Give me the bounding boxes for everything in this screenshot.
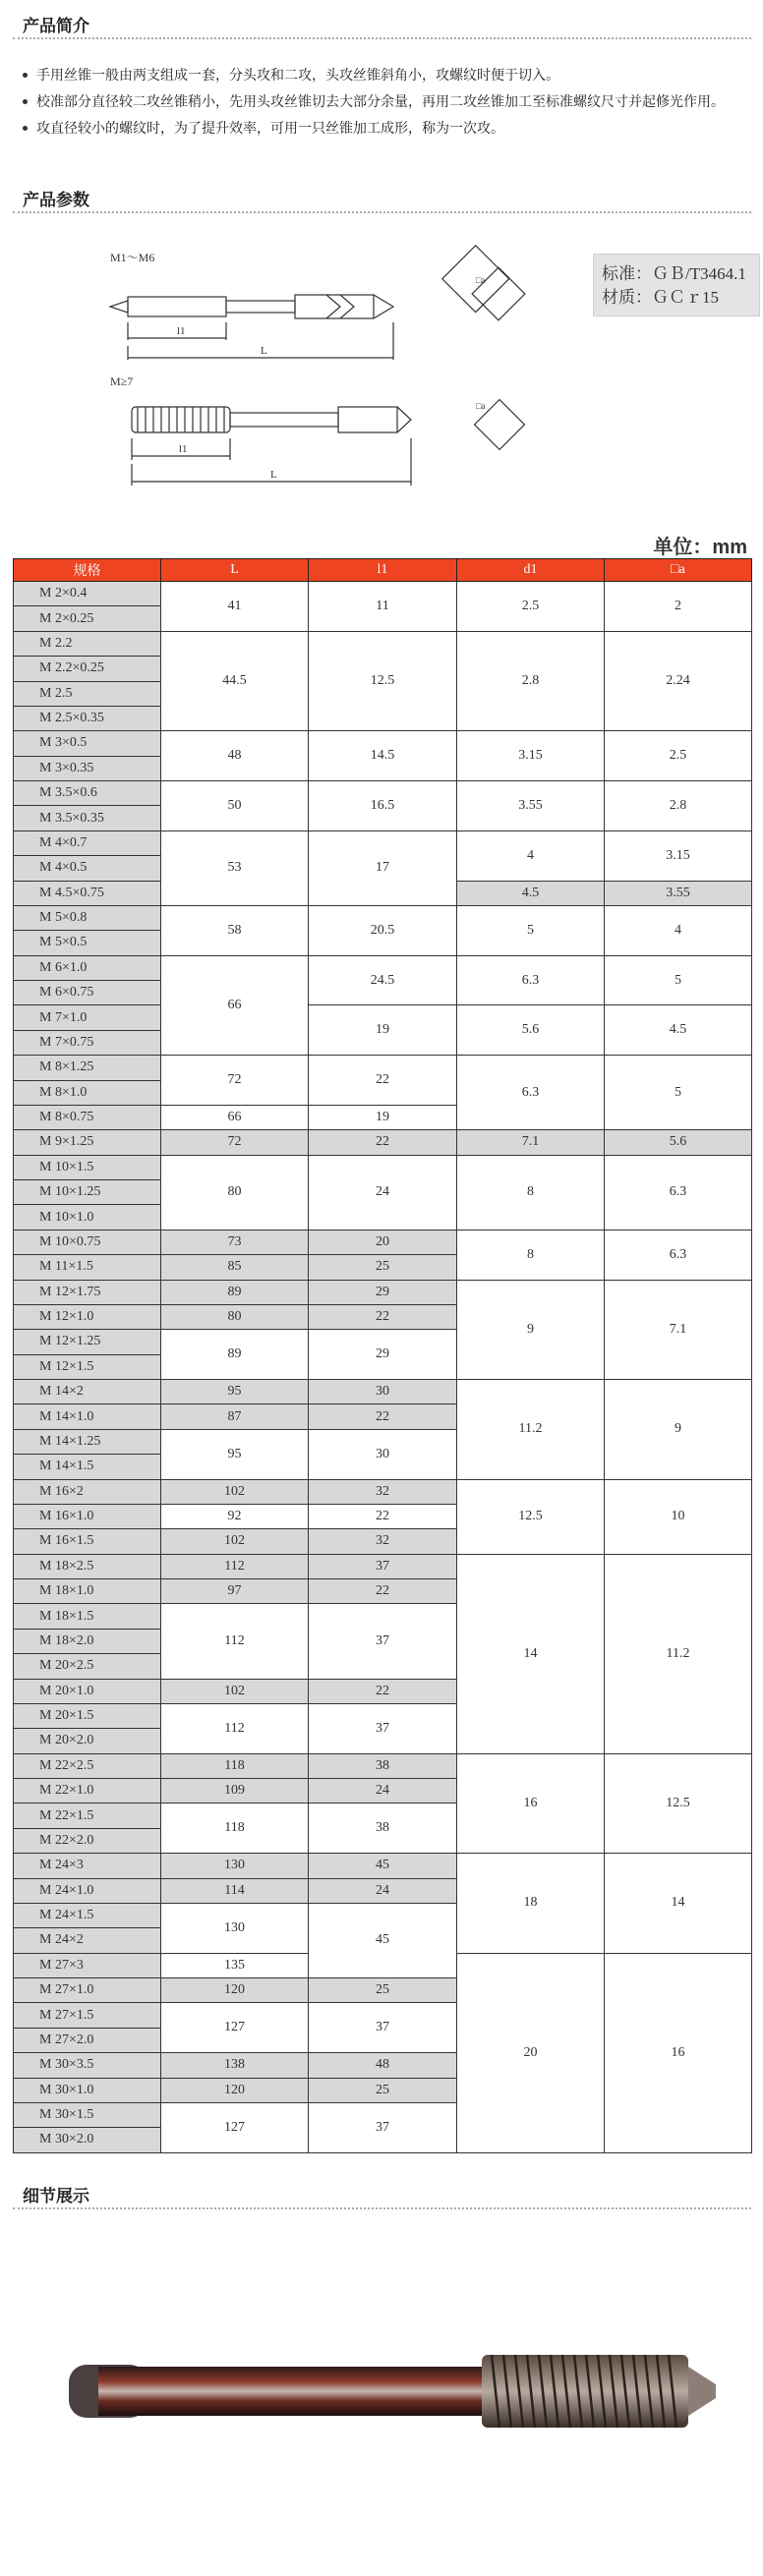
spec-cell: M 27×2.0 <box>14 2028 161 2052</box>
spec-cell: M 11×1.5 <box>14 1255 161 1280</box>
cell: 37 <box>309 1554 457 1578</box>
cell: 16 <box>605 1953 752 2152</box>
table-row <box>14 1854 752 1878</box>
table-row <box>14 731 752 756</box>
spec-cell: M 4.5×0.75 <box>14 881 161 905</box>
spec-cell: M 2.5×0.35 <box>14 706 161 730</box>
spec-cell: M 30×3.5 <box>14 2053 161 2078</box>
spec-cell: M 9×1.25 <box>14 1130 161 1155</box>
column-header: l1 <box>309 559 457 582</box>
spec-cell: M 4×0.7 <box>14 830 161 855</box>
table-row <box>14 1280 752 1304</box>
spec-cell: M 30×2.0 <box>14 2128 161 2152</box>
table-row <box>14 582 752 606</box>
cell: 25 <box>309 1255 457 1280</box>
cell: 102 <box>161 1679 309 1703</box>
cell: 37 <box>309 2102 457 2152</box>
cell: 22 <box>309 1130 457 1155</box>
spec-cell: M 14×1.0 <box>14 1404 161 1429</box>
cell: 2.8 <box>457 631 605 731</box>
cell: 112 <box>161 1554 309 1578</box>
cell: 22 <box>309 1404 457 1429</box>
cell: 14 <box>605 1854 752 1954</box>
spec-cell: M 10×1.0 <box>14 1205 161 1230</box>
cell: 9 <box>457 1280 605 1380</box>
cell: 22 <box>309 1056 457 1106</box>
spec-cell: M 18×1.0 <box>14 1579 161 1604</box>
spec-cell: M 8×0.75 <box>14 1105 161 1129</box>
cell: 5 <box>605 1056 752 1130</box>
standard-text: 标准：ＧＢ/T3464.1 <box>602 264 746 283</box>
cell: 4.5 <box>457 881 605 905</box>
drawing-l1-label-2: l1 <box>179 443 188 455</box>
cell: 112 <box>161 1604 309 1679</box>
table-row <box>14 631 752 656</box>
column-header: 规格 <box>14 559 161 582</box>
params-section-header <box>13 184 751 213</box>
square-section-bottom <box>470 391 529 460</box>
cell: 4.5 <box>605 1005 752 1056</box>
spec-cell: M 6×0.75 <box>14 981 161 1005</box>
cell: 8 <box>457 1155 605 1230</box>
spec-cell: M 7×0.75 <box>14 1030 161 1055</box>
cell: 127 <box>161 2102 309 2152</box>
cell: 109 <box>161 1779 309 1803</box>
cell: 29 <box>309 1330 457 1380</box>
cell: 14.5 <box>309 731 457 781</box>
cell: 2.5 <box>457 582 605 632</box>
cell: 24 <box>309 1155 457 1230</box>
drawing-label-bottom: M≥7 <box>110 374 134 388</box>
cell: 118 <box>161 1803 309 1854</box>
params-table <box>13 558 752 2153</box>
table-row <box>14 1005 752 1030</box>
cell: 3.15 <box>457 731 605 781</box>
table-row <box>14 1554 752 1578</box>
cell: 24 <box>309 1779 457 1803</box>
cell: 19 <box>309 1005 457 1056</box>
cell: 4 <box>605 905 752 955</box>
cell: 25 <box>309 2078 457 2102</box>
params-section-title: 产品参数 <box>23 191 89 209</box>
spec-cell: M 24×2 <box>14 1928 161 1953</box>
spec-cell: M 14×1.25 <box>14 1429 161 1454</box>
table-row <box>14 1753 752 1778</box>
cell: 6.3 <box>457 1056 605 1130</box>
cell: 20 <box>457 1953 605 2152</box>
table-row <box>14 905 752 930</box>
cell: 44.5 <box>161 631 309 731</box>
intro-section-title: 产品简介 <box>23 17 89 35</box>
drawing-L-label: L <box>261 345 267 357</box>
spec-cell: M 3×0.35 <box>14 756 161 780</box>
cell: 22 <box>309 1579 457 1604</box>
material-text: 材质：ＧＣｒ15 <box>602 288 719 307</box>
column-header: d1 <box>457 559 605 582</box>
spec-cell: M 8×1.25 <box>14 1056 161 1080</box>
cell: 5 <box>605 955 752 1005</box>
cell: 38 <box>309 1803 457 1854</box>
spec-cell: M 2.2 <box>14 631 161 656</box>
cell: 30 <box>309 1429 457 1479</box>
cell: 97 <box>161 1579 309 1604</box>
cell: 12.5 <box>605 1753 752 1854</box>
cell: 138 <box>161 2053 309 2078</box>
drawing-L-label-2: L <box>270 469 277 481</box>
cell: 32 <box>309 1479 457 1504</box>
section-divider <box>13 37 751 39</box>
spec-box <box>593 254 760 316</box>
spec-cell: M 27×1.5 <box>14 2003 161 2028</box>
detail-section-header <box>13 2180 751 2209</box>
tap-product-image <box>59 2327 728 2455</box>
spec-cell: M 10×1.5 <box>14 1155 161 1179</box>
cell: 20 <box>309 1230 457 1254</box>
spec-cell: M 12×1.0 <box>14 1304 161 1329</box>
cell: 2.24 <box>605 631 752 731</box>
cell: 87 <box>161 1404 309 1429</box>
spec-cell: M 22×1.5 <box>14 1803 161 1828</box>
cell: 102 <box>161 1529 309 1554</box>
square-label: □a <box>476 275 486 285</box>
cell: 2.8 <box>605 781 752 831</box>
cell: 32 <box>309 1529 457 1554</box>
spec-cell: M 2×0.4 <box>14 582 161 606</box>
spec-cell: M 10×1.25 <box>14 1180 161 1205</box>
cell: 29 <box>309 1280 457 1304</box>
cell: 6.3 <box>605 1230 752 1280</box>
cell: 14 <box>457 1554 605 1753</box>
cell: 120 <box>161 1978 309 2003</box>
cell: 48 <box>309 2053 457 2078</box>
cell: 66 <box>161 955 309 1056</box>
cell: 12.5 <box>309 631 457 731</box>
cell: 5.6 <box>605 1130 752 1155</box>
spec-cell: M 2.5 <box>14 681 161 706</box>
cell: 53 <box>161 830 309 905</box>
spec-cell: M 30×1.0 <box>14 2078 161 2102</box>
intro-item: 校准部分直径较二攻丝锥稍小，先用头攻丝锥切去大部分余量，再用二攻丝锥加工至标准螺纹尺寸并起修光作用。 <box>13 91 751 111</box>
cell: 16.5 <box>309 781 457 831</box>
cell: 3.15 <box>605 830 752 881</box>
tap-tip-top <box>110 301 128 313</box>
spec-cell: M 2×0.25 <box>14 606 161 631</box>
cell: 50 <box>161 781 309 831</box>
cell: 73 <box>161 1230 309 1254</box>
cell: 7.1 <box>457 1130 605 1155</box>
spec-cell: M 18×1.5 <box>14 1604 161 1629</box>
cell: 16 <box>457 1753 605 1854</box>
cell: 22 <box>309 1304 457 1329</box>
spec-cell: M 22×2.5 <box>14 1753 161 1778</box>
spec-cell: M 22×2.0 <box>14 1828 161 1853</box>
cell: 9 <box>605 1380 752 1480</box>
spec-cell: M 5×0.8 <box>14 905 161 930</box>
cell: 130 <box>161 1903 309 1953</box>
spec-cell: M 10×0.75 <box>14 1230 161 1254</box>
cell: 3.55 <box>457 781 605 831</box>
column-header: □a <box>605 559 752 582</box>
spec-cell: M 3×0.5 <box>14 731 161 756</box>
section-divider <box>13 211 751 213</box>
cell: 2.5 <box>605 731 752 781</box>
cell: 66 <box>161 1105 309 1129</box>
cell: 95 <box>161 1380 309 1404</box>
spec-cell: M 24×3 <box>14 1854 161 1878</box>
drawing-label-top: M1～M6 <box>110 251 155 264</box>
table-row <box>14 1155 752 1179</box>
cell: 19 <box>309 1105 457 1129</box>
cell: 112 <box>161 1703 309 1753</box>
spec-cell: M 27×1.0 <box>14 1978 161 2003</box>
cell: 102 <box>161 1479 309 1504</box>
table-row <box>14 1056 752 1080</box>
square-section-top <box>470 265 529 324</box>
spec-cell: M 6×1.0 <box>14 955 161 980</box>
spec-cell: M 27×3 <box>14 1953 161 1977</box>
cell: 37 <box>309 2003 457 2053</box>
cell: 72 <box>161 1056 309 1106</box>
cell: 4 <box>457 830 605 881</box>
spec-cell: M 4×0.5 <box>14 856 161 881</box>
section-divider <box>13 2207 751 2209</box>
spec-cell: M 2.2×0.25 <box>14 657 161 681</box>
spec-cell: M 3.5×0.6 <box>14 781 161 806</box>
spec-cell: M 3.5×0.35 <box>14 806 161 830</box>
cell: 20.5 <box>309 905 457 955</box>
intro-item: 攻直径较小的螺纹时，为了提升效率，可用一只丝锥加工成形，称为一次攻。 <box>13 118 751 138</box>
cell: 85 <box>161 1255 309 1280</box>
cell: 80 <box>161 1155 309 1230</box>
cell: 2 <box>605 582 752 632</box>
cell: 6.3 <box>457 955 605 1005</box>
cell: 37 <box>309 1703 457 1753</box>
cell: 3.55 <box>605 881 752 905</box>
table-row <box>14 830 752 855</box>
cell: 89 <box>161 1280 309 1304</box>
cell: 10 <box>605 1479 752 1554</box>
cell: 12.5 <box>457 1479 605 1554</box>
cell: 80 <box>161 1304 309 1329</box>
cell: 130 <box>161 1854 309 1878</box>
spec-cell: M 8×1.0 <box>14 1080 161 1105</box>
cell: 30 <box>309 1380 457 1404</box>
spec-cell: M 12×1.75 <box>14 1280 161 1304</box>
cell: 11.2 <box>605 1554 752 1753</box>
spec-cell: M 18×2.0 <box>14 1629 161 1653</box>
table-row <box>14 1380 752 1404</box>
spec-cell: M 16×1.0 <box>14 1504 161 1528</box>
spec-cell: M 5×0.5 <box>14 931 161 955</box>
cell: 7.1 <box>605 1280 752 1380</box>
cell: 11.2 <box>457 1380 605 1480</box>
table-row <box>14 955 752 980</box>
table-row <box>14 781 752 806</box>
spec-cell: M 24×1.0 <box>14 1878 161 1903</box>
spec-cell: M 20×2.5 <box>14 1654 161 1679</box>
cell: 89 <box>161 1330 309 1380</box>
cell: 72 <box>161 1130 309 1155</box>
tap-technical-drawing <box>98 244 511 519</box>
unit-label: 单位：mm <box>653 537 747 558</box>
cell: 48 <box>161 731 309 781</box>
cell: 45 <box>309 1903 457 1977</box>
spec-cell: M 14×2 <box>14 1380 161 1404</box>
tap-shank <box>98 2367 482 2416</box>
spec-cell: M 16×2 <box>14 1479 161 1504</box>
spec-cell: M 7×1.0 <box>14 1005 161 1030</box>
table-header-row <box>14 559 752 582</box>
spec-cell: M 18×2.5 <box>14 1554 161 1578</box>
cell: 135 <box>161 1953 309 1977</box>
intro-item: 手用丝锥一般由两支组成一套，分头攻和二攻，头攻丝锥斜角小，攻螺纹时便于切入。 <box>13 65 751 85</box>
tap-thread-top <box>128 297 226 316</box>
cell: 41 <box>161 582 309 632</box>
detail-section-title: 细节展示 <box>23 2187 89 2205</box>
column-header: L <box>161 559 309 582</box>
cell: 22 <box>309 1504 457 1528</box>
spec-cell: M 12×1.25 <box>14 1330 161 1354</box>
cell: 5 <box>457 905 605 955</box>
spec-cell: M 24×1.5 <box>14 1903 161 1927</box>
cell: 17 <box>309 830 457 905</box>
cell: 24.5 <box>309 955 457 1005</box>
cell: 120 <box>161 2078 309 2102</box>
cell: 24 <box>309 1878 457 1903</box>
cell: 58 <box>161 905 309 955</box>
cell: 6.3 <box>605 1155 752 1230</box>
cell: 114 <box>161 1878 309 1903</box>
spec-cell: M 14×1.5 <box>14 1455 161 1479</box>
cell: 25 <box>309 1978 457 2003</box>
spec-cell: M 20×2.0 <box>14 1729 161 1753</box>
spec-cell: M 16×1.5 <box>14 1529 161 1554</box>
table-row <box>14 1130 752 1155</box>
drawing-l1-label: l1 <box>177 325 186 337</box>
cell: 8 <box>457 1230 605 1280</box>
table-row <box>14 1479 752 1504</box>
spec-cell: M 22×1.0 <box>14 1779 161 1803</box>
tap-tip <box>688 2367 716 2416</box>
cell: 5.6 <box>457 1005 605 1056</box>
cell: 95 <box>161 1429 309 1479</box>
cell: 22 <box>309 1679 457 1703</box>
spec-cell: M 30×1.5 <box>14 2102 161 2127</box>
cell: 127 <box>161 2003 309 2053</box>
cell: 92 <box>161 1504 309 1528</box>
table-row <box>14 1230 752 1254</box>
cell: 118 <box>161 1753 309 1778</box>
square-label-2: □a <box>476 401 486 411</box>
spec-cell: M 20×1.5 <box>14 1703 161 1728</box>
cell: 11 <box>309 582 457 632</box>
cell: 38 <box>309 1753 457 1778</box>
cell: 18 <box>457 1854 605 1954</box>
cell: 37 <box>309 1604 457 1679</box>
spec-cell: M 12×1.5 <box>14 1354 161 1379</box>
cell: 45 <box>309 1854 457 1878</box>
intro-list <box>13 65 751 144</box>
intro-section-header <box>13 10 751 39</box>
spec-cell: M 20×1.0 <box>14 1679 161 1703</box>
